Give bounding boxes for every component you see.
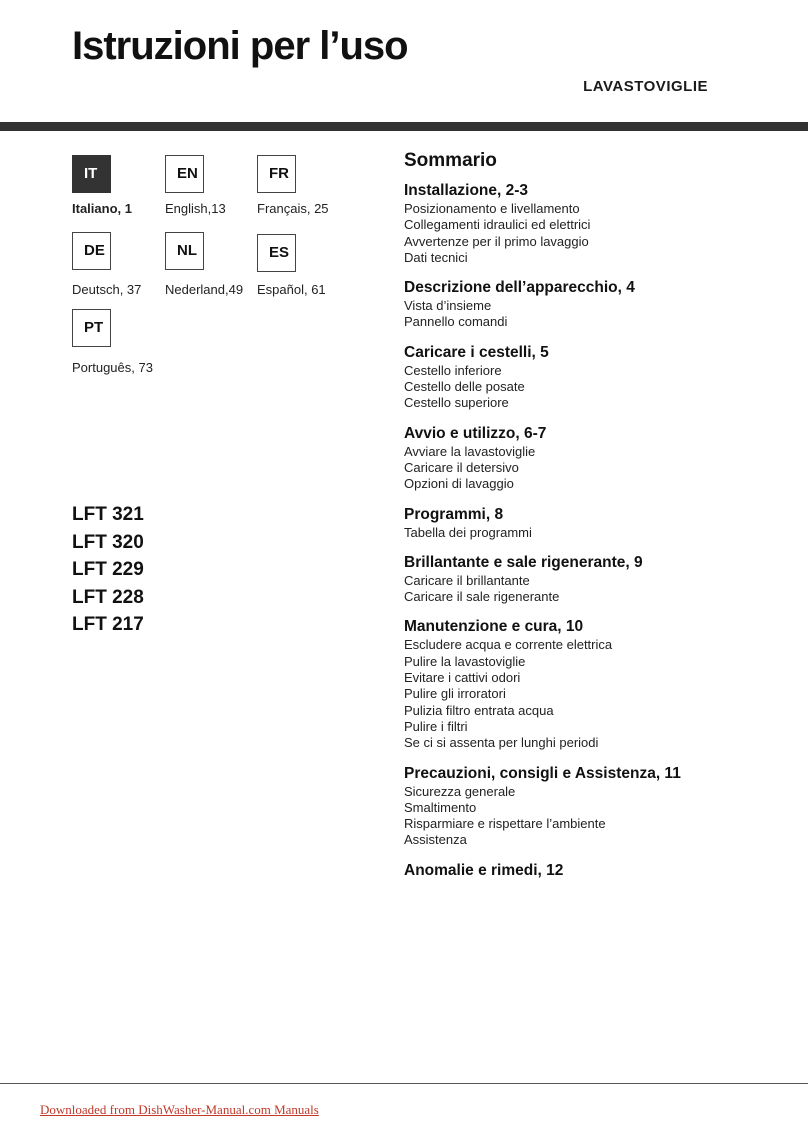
toc-item: Risparmiare e rispettare l’ambiente (404, 816, 606, 832)
toc-section-title: Precauzioni, consigli e Assistenza, 11 (404, 764, 681, 782)
toc-item: Se ci si assenta per lunghi periodi (404, 735, 599, 751)
download-source-link[interactable]: Downloaded from DishWasher-Manual.com Manuals (40, 1102, 319, 1117)
language-box-es[interactable]: ES (257, 234, 296, 272)
toc-section-title: Brillantante e sale rigenerante, 9 (404, 553, 643, 571)
language-label-it: Italiano, 1 (72, 201, 132, 216)
toc-item: Pulizia filtro entrata acqua (404, 702, 554, 718)
language-box-fr[interactable]: FR (257, 155, 296, 193)
model-list (72, 504, 144, 642)
toc-heading: Sommario (404, 150, 497, 171)
language-box-de[interactable]: DE (72, 232, 111, 270)
toc-item: Smaltimento (404, 799, 477, 815)
toc-item: Tabella dei programmi (404, 524, 532, 540)
toc-item: Cestello delle posate (404, 379, 525, 395)
language-box-pt[interactable]: PT (72, 309, 111, 347)
toc-section-title: Anomalie e rimedi, 12 (404, 861, 564, 879)
toc-item: Cestello inferiore (404, 362, 502, 378)
toc-section-caricare-cestelli (404, 343, 784, 412)
toc-item: Pulire la lavastoviglie (404, 653, 526, 669)
toc-item: Pulire gli irroratori (404, 686, 506, 702)
toc-item: Caricare il sale rigenerante (404, 589, 560, 605)
toc-item: Collegamenti idraulici ed elettrici (404, 217, 591, 233)
toc-item: Opzioni di lavaggio (404, 476, 514, 492)
toc-section-brillantante (404, 553, 784, 606)
language-label-pt: Português, 73 (72, 360, 153, 375)
toc-item: Avviare la lavastoviglie (404, 443, 536, 459)
toc-section-title: Manutenzione e cura, 10 (404, 618, 584, 636)
toc-item: Evitare i cattivi odori (404, 670, 521, 686)
toc-item: Pannello comandi (404, 314, 508, 330)
model-name: LFT 320 (72, 531, 144, 553)
toc-section-descrizione (404, 278, 784, 331)
language-label-es: Español, 61 (257, 282, 326, 297)
toc-item: Posizionamento e livellamento (404, 201, 580, 216)
language-box-it[interactable]: IT (72, 155, 111, 193)
model-name: LFT 228 (72, 586, 144, 608)
toc-section-installazione (404, 181, 784, 266)
language-label-nl: Nederland,49 (165, 282, 244, 297)
toc-section-programmi (404, 505, 784, 541)
toc-section-precauzioni (404, 764, 784, 849)
toc-item: Sicurezza generale (404, 783, 516, 799)
model-name: LFT 229 (72, 559, 144, 580)
toc-section-title: Installazione, 2-3 (404, 182, 529, 199)
toc-item: Dati tecnici (404, 249, 468, 265)
language-label-de: Deutsch, 37 (72, 282, 142, 297)
table-of-contents (404, 150, 784, 893)
toc-section-title: Avvio e utilizzo, 6-7 (404, 424, 547, 442)
toc-item: Escludere acqua e corrente elettrica (404, 637, 613, 653)
toc-item: Pulire i filtri (404, 718, 468, 734)
toc-section-avvio (404, 424, 784, 493)
footer-divider (0, 1083, 808, 1084)
toc-item: Assistenza (404, 832, 467, 848)
product-category: LAVASTOVIGLIE (583, 78, 708, 95)
header-divider (0, 122, 808, 131)
language-box-nl[interactable]: NL (165, 232, 204, 270)
toc-section-title: Descrizione dell’apparecchio, 4 (404, 279, 635, 297)
toc-section-manutenzione (404, 617, 784, 751)
toc-section-title: Programmi, 8 (404, 505, 504, 523)
toc-section-title: Caricare i cestelli, 5 (404, 343, 549, 361)
toc-item: Avvertenze per il primo lavaggio (404, 233, 589, 249)
model-name: LFT 321 (72, 504, 144, 525)
language-label-fr: Français, 25 (257, 201, 329, 216)
toc-item: Caricare il brillantante (404, 572, 530, 588)
toc-item: Caricare il detersivo (404, 459, 519, 475)
language-box-en[interactable]: EN (165, 155, 204, 193)
toc-section-anomalie (404, 861, 784, 881)
language-label-en: English,13 (165, 201, 226, 216)
toc-item: Vista d’insieme (404, 298, 492, 314)
document-title: Istruzioni per l’uso (72, 24, 408, 68)
model-name: LFT 217 (72, 614, 144, 635)
toc-item: Cestello superiore (404, 395, 509, 411)
